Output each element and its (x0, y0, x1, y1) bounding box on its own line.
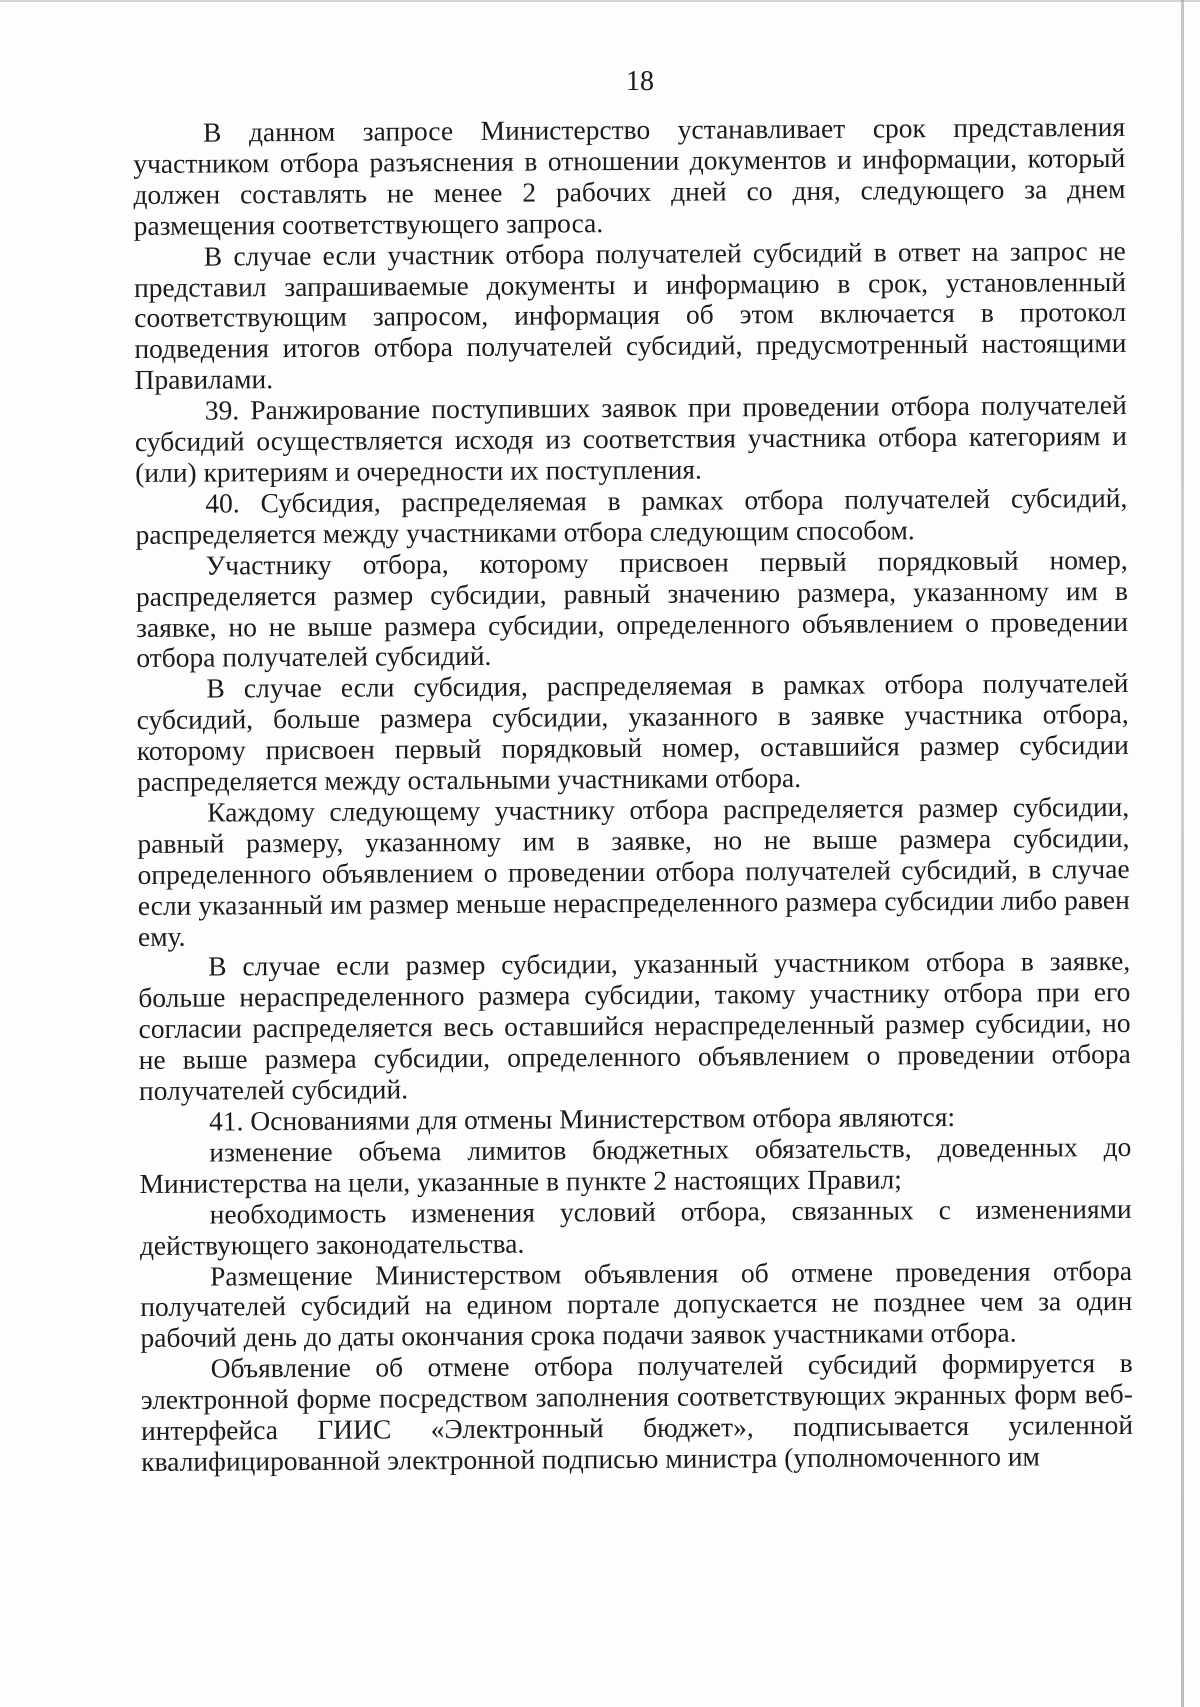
paragraph-legislation-change: необходимость изменения условий отбора, связанных с изменениями действующего законодательства. (139, 1192, 1132, 1261)
paragraph-remaining-subsidy: В случае если субсидия, распределяемая в рамках отбора получателей субсидий, больше размера субсидии, указанного в заявке участника отбора, которому присвоен первый порядковый номер, оставшийся размер субсидии распределяется между остальными участниками отбора. (136, 667, 1129, 798)
paragraph-cancellation-posting: Размещение Министерством объявления об отмене проведения отбора получателей субсидий на едином портале допускается не позднее чем за один рабочий день до даты окончания срока подачи заявок участниками отбора. (140, 1254, 1133, 1354)
paragraph-cancellation-announcement: Объявление об отмене отбора получателей субсидий формируется в электронной форме посредством заполнения соответствующих экранных форм веб-интерфейса ГИИС «Электронный бюджет», подписывается усиленной квалифицированной электронной подписью министра (уполномоченного им (140, 1347, 1134, 1477)
paragraph-limits-change: изменение объема лимитов бюджетных обязательств, доведенных до Министерства на цели, указанные в пункте 2 настоящих Правил; (139, 1130, 1132, 1199)
scan-edge-top (0, 0, 1200, 2)
paragraph-each-next-participant: Каждому следующему участнику отбора распределяется размер субсидии, равный размеру, указанному им в заявке, но не выше размера субсидии, определенного объявлением о проведении отбора получателей субсидий, в случае если указанный им размер меньше нераспределенного размера субсидии либо равен ему. (137, 790, 1130, 952)
paragraph-39-ranking: 39. Ранжирование поступивших заявок при проведении отбора получателей субсидий осуществляется исходя из соответствия участника отбора категориям и (или) критериям и очередности их поступления. (134, 389, 1128, 488)
document-body (133, 112, 1133, 1478)
paragraph-exceeding-request: В случае если размер субсидии, указанный участником отбора в заявке, больше нераспределенного размера субсидии, такому участнику отбора при его согласии распределяется весь оставшийся нераспределенный размер субсидии, но не выше размера субсидии, определенного объявлением о проведении отбора получателей субсидий. (138, 945, 1131, 1107)
paragraph-41-cancellation-grounds: 41. Основаниями для отмены Министерством отбора являются: (209, 1100, 956, 1137)
page-number: 18 (626, 66, 654, 97)
paragraph-request-deadline: В данном запросе Министерство устанавливает срок представления участником отбора разъяснения в отношении документов и информации, который должен составлять не менее 2 рабочих дней со дня, следующего за днем размещения соответствующего запроса. (133, 110, 1126, 241)
paragraph-no-response: В случае если участник отбора получателей субсидий в ответ на запрос не представил запрашиваемые документы и информацию в срок, установленный соответствующим запросом, информация об этом включается в протокол подведения итогов отбора получателей субсидий, предусмотренный настоящими Правилами. (133, 234, 1127, 396)
scan-edge-right (1181, 0, 1184, 1707)
paragraph-first-participant: Участнику отбора, которому присвоен первый порядковый номер, распределяется размер субсидии, равный значению размера, указанному им в заявке, но не выше размера субсидии, определенного объявлением о проведении отбора получателей субсидий. (135, 543, 1129, 674)
paragraph-40-distribution: 40. Субсидия, распределяемая в рамках отбора получателей субсидий, распределяется между участниками отбора следующим способом. (135, 481, 1128, 550)
